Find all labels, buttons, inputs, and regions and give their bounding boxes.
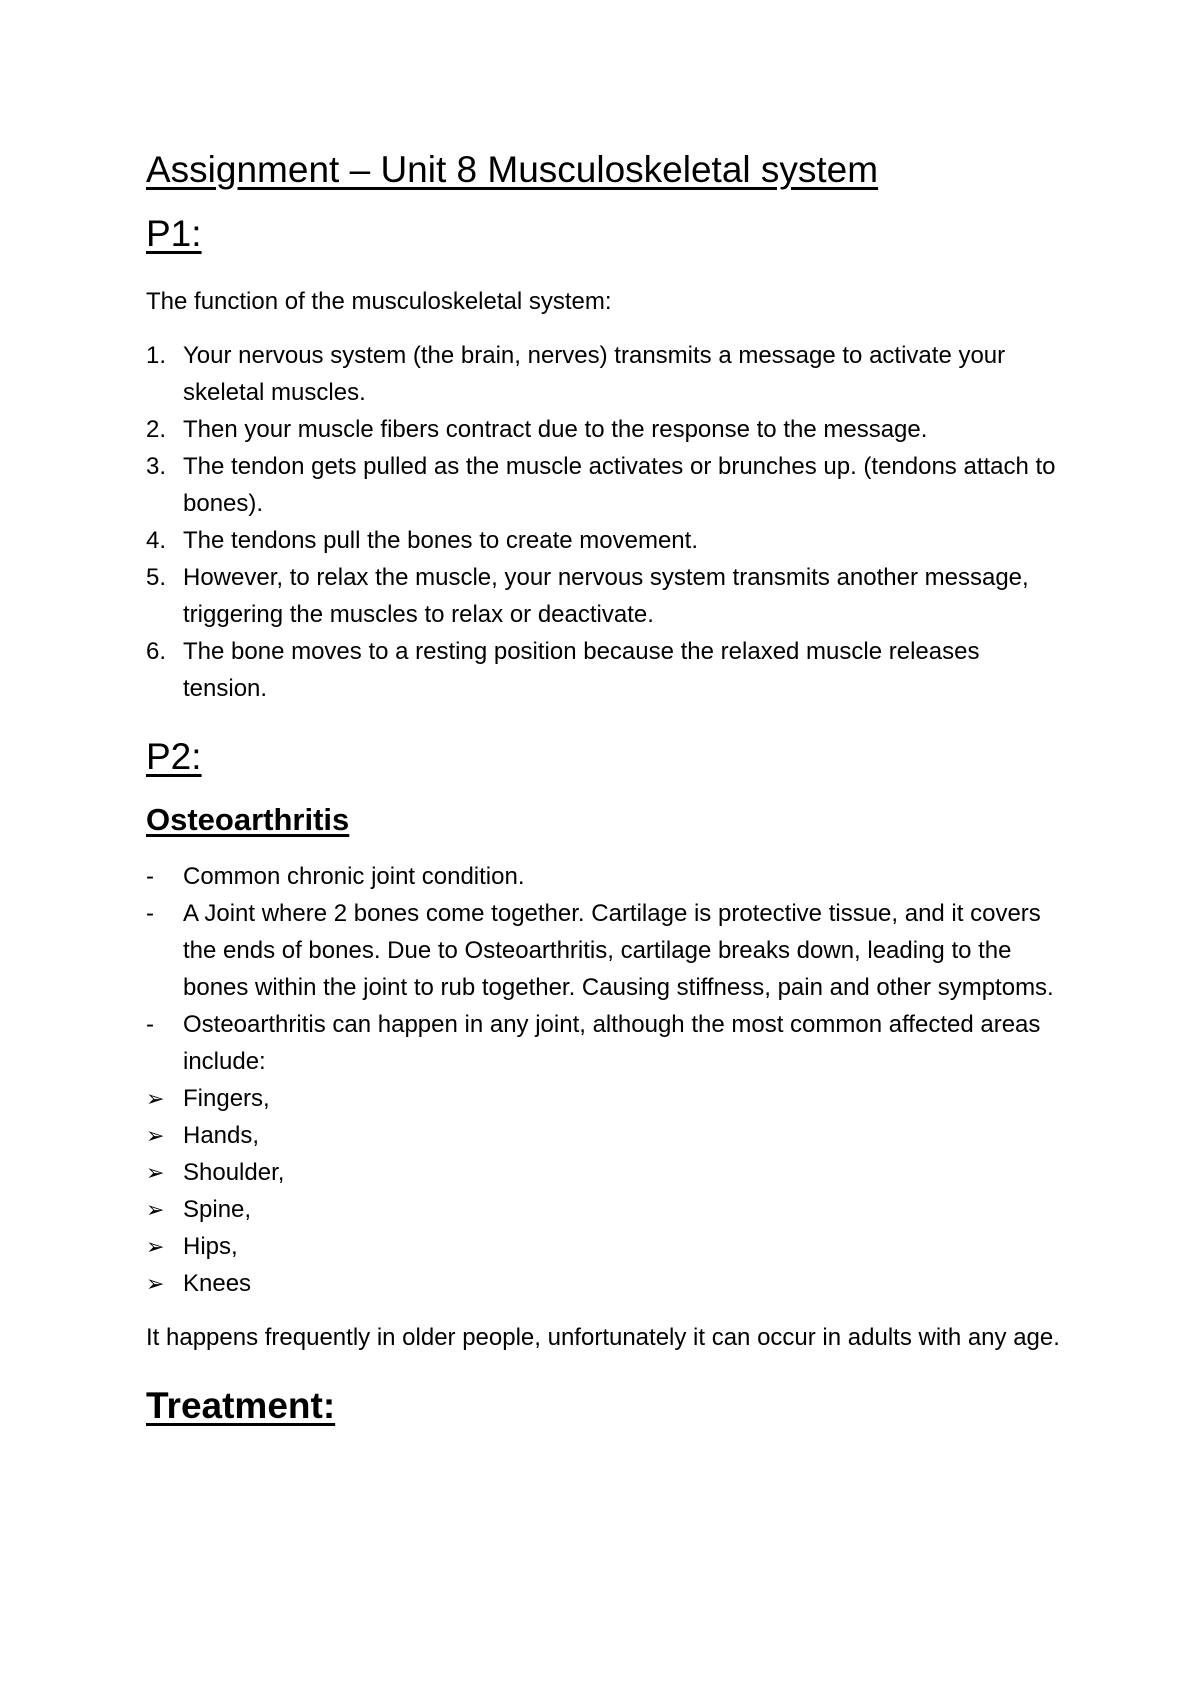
list-item bbox=[146, 1117, 1066, 1154]
arrow-bullet-icon: ➢ bbox=[146, 1123, 165, 1149]
list-item bbox=[146, 1265, 1066, 1302]
list-item-text: A Joint where 2 bones come together. Cartilage is protective tissue, and it covers the ends of bones. Due to Osteoarthritis, cartilage breaks down, leading to the bones within the joint to rub together. Causing stiffness, pain and other symptoms. bbox=[183, 900, 1054, 1002]
list-item-text: The tendon gets pulled as the muscle activates or brunches up. (tendons attach to bones). bbox=[183, 452, 1056, 517]
list-item bbox=[146, 633, 1066, 707]
list-item-text: Knees bbox=[183, 1270, 252, 1298]
p1-steps-list bbox=[146, 337, 1066, 707]
list-item bbox=[146, 1006, 1066, 1080]
list-item-text: Fingers, bbox=[183, 1085, 270, 1113]
list-item bbox=[146, 895, 1066, 1006]
document-page bbox=[146, 148, 1066, 1429]
section-heading-p1: P1: bbox=[146, 213, 202, 255]
list-item bbox=[146, 411, 1066, 448]
list-item-text: Shoulder, bbox=[183, 1159, 285, 1187]
document-title: Assignment – Unit 8 Musculoskeletal system bbox=[146, 149, 879, 190]
osteoarthritis-points bbox=[146, 858, 1066, 1080]
list-item-text: Your nervous system (the brain, nerves) transmits a message to activate your skeletal muscles. bbox=[183, 341, 1006, 406]
list-item bbox=[146, 448, 1066, 522]
list-item-text: Then your muscle fibers contract due to the response to the message. bbox=[183, 415, 928, 443]
list-item-text: The tendons pull the bones to create movement. bbox=[183, 526, 698, 554]
list-item-text: Hips, bbox=[183, 1233, 238, 1261]
section-heading-treatment: Treatment: bbox=[146, 1385, 336, 1427]
dash-marker: - bbox=[146, 1011, 154, 1039]
list-item-text: Common chronic joint condition. bbox=[183, 863, 525, 891]
list-item bbox=[146, 337, 1066, 411]
p2-closing-paragraph: It happens frequently in older people, unfortunately it can occur in adults with any age. bbox=[146, 1324, 1060, 1352]
list-item-text: Osteoarthritis can happen in any joint, although the most common affected areas include: bbox=[183, 1011, 1041, 1076]
affected-areas-list bbox=[146, 1080, 1066, 1302]
list-number: 1. bbox=[146, 341, 167, 369]
arrow-bullet-icon: ➢ bbox=[146, 1086, 165, 1112]
dash-marker: - bbox=[146, 900, 154, 928]
list-item bbox=[146, 1191, 1066, 1228]
dash-marker: - bbox=[146, 863, 154, 891]
list-item-text: The bone moves to a resting position because the relaxed muscle releases tension. bbox=[183, 637, 980, 702]
list-item bbox=[146, 559, 1066, 633]
list-item bbox=[146, 522, 1066, 559]
arrow-bullet-icon: ➢ bbox=[146, 1160, 165, 1186]
list-number: 5. bbox=[146, 563, 167, 591]
list-item bbox=[146, 1228, 1066, 1265]
subheading-osteoarthritis: Osteoarthritis bbox=[146, 802, 350, 838]
arrow-bullet-icon: ➢ bbox=[146, 1197, 165, 1223]
list-number: 3. bbox=[146, 452, 167, 480]
list-item bbox=[146, 1080, 1066, 1117]
list-number: 4. bbox=[146, 526, 167, 554]
arrow-bullet-icon: ➢ bbox=[146, 1271, 165, 1297]
arrow-bullet-icon: ➢ bbox=[146, 1234, 165, 1260]
p1-intro: The function of the musculoskeletal system: bbox=[146, 287, 612, 315]
list-number: 6. bbox=[146, 637, 167, 665]
list-item-text: However, to relax the muscle, your nervous system transmits another message, triggering the muscles to relax or deactivate. bbox=[183, 563, 1029, 628]
list-number: 2. bbox=[146, 415, 167, 443]
section-heading-p2: P2: bbox=[146, 735, 202, 777]
list-item bbox=[146, 1154, 1066, 1191]
list-item-text: Hands, bbox=[183, 1122, 260, 1150]
list-item-text: Spine, bbox=[183, 1196, 252, 1224]
list-item bbox=[146, 858, 1066, 895]
